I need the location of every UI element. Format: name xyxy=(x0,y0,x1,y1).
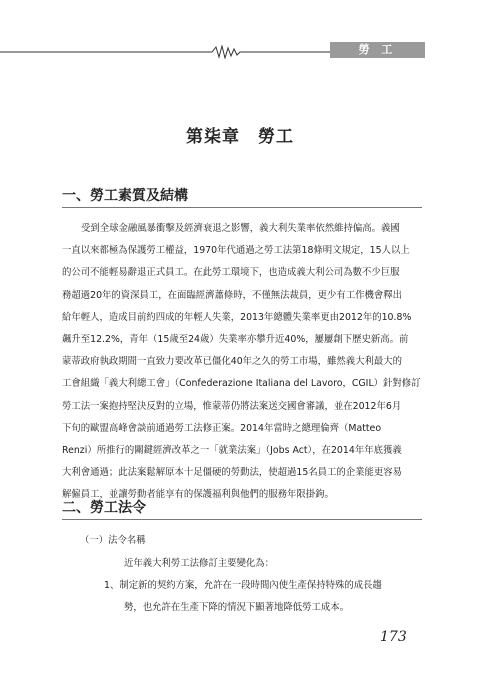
section-1-paragraph xyxy=(62,218,422,507)
paragraph-line: 務超過20年的資深員工，在面臨經濟蕭條時，不僅無法裁員，更少有工作機會釋出 xyxy=(62,289,403,301)
list-item-1-line-2: 勢，也允許在生產下降的情況下顯著地降低勞工成本。 xyxy=(124,602,350,613)
chapter-title: 第柒章 勞工 xyxy=(186,127,294,147)
paragraph-line: 一直以來都極為保護勞工權益，1970年代通過之勞工法第18條明文規定，15人以上 xyxy=(62,245,410,257)
paragraph-line: 的公司不能輕易辭退正式員工。在此勞工環境下，也造成義大利公司為數不少巨服 xyxy=(62,267,400,279)
paragraph-line: 蒙蒂政府執政期間一直致力要改革已僵化40年之久的勞工市場，雖然義大利最大的 xyxy=(62,356,403,368)
header-section-tab: 勞 工 xyxy=(330,42,425,58)
paragraph-line: 下旬的歐盟高峰會談前通過勞工法修正案。2014年當時之總理倫齊（Matteo xyxy=(62,422,382,434)
section-rule-1 xyxy=(62,207,422,208)
paragraph-line: 給年輕人，造成目前約四成的年輕人失業，2013年總體失業率更由2012年的10.8% xyxy=(62,311,412,323)
paragraph-line: 受到全球金融風暴衝擊及經濟衰退之影響，義大利失業率依然維持偏高。義國 xyxy=(81,223,400,234)
paragraph-line: Renzi）所推行的關鍵經濟改革之一「就業法案」（Jobs Act），在2014年年底獲義 xyxy=(62,445,402,457)
section-heading-1: 一、勞工素質及結構 xyxy=(62,188,188,204)
page-number: 173 xyxy=(380,629,407,645)
paragraph-line: 飆升至12.2%，青年（15歲至24歲）失業率亦攀升近40%，屢屢創下歷史新高。前 xyxy=(62,334,409,346)
section-heading-2: 二、勞工法令 xyxy=(62,500,146,516)
section-rule-2 xyxy=(62,519,422,520)
paragraph-line: 工會組織「義大利總工會」（Confederazione Italiana del Lavoro，CGIL）針對修訂 xyxy=(62,378,421,390)
list-item-1-line-1: 1、制定新的契約方案，允許在一段時間內使生產保持特殊的成長趨 xyxy=(104,580,382,591)
intro-line: 近年義大利勞工法修訂主要變化為： xyxy=(124,558,275,569)
paragraph-line: 勞工法一案抱持堅決反對的立場，惟蒙蒂仍將法案送交國會審議，並在2012年6月 xyxy=(62,400,402,412)
paragraph-line: 大利會通過；此法案鬆解原本十足僵硬的勞動法，使超過15名員工的企業能更容易 xyxy=(62,467,403,479)
sub-heading: （一）法令名稱 xyxy=(80,535,146,546)
paragraph-line: 解僱員工，並讓勞動者能享有的保護福利與他們的服務年限掛鉤。 xyxy=(62,489,334,501)
